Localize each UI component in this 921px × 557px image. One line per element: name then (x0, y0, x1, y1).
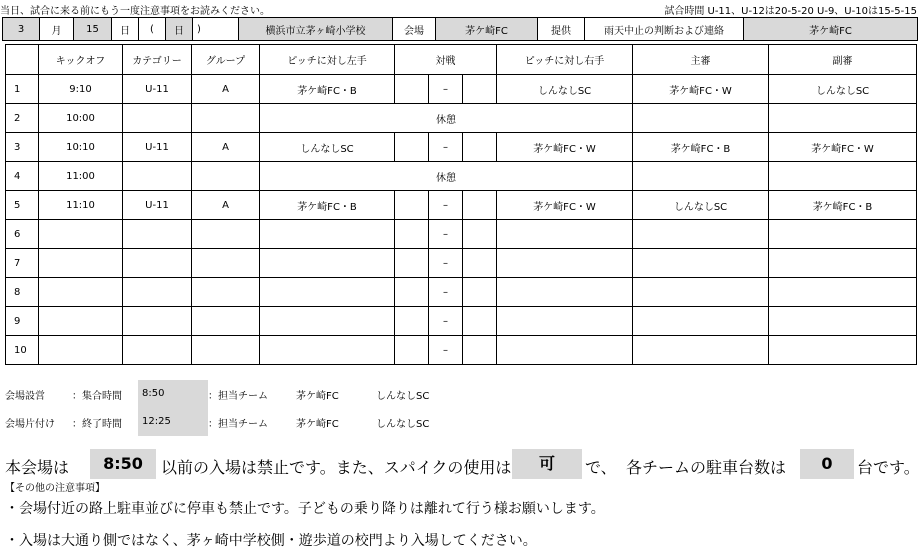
score-right-cell (463, 307, 497, 336)
right-team-cell: しんなしSC (497, 75, 633, 104)
notes-heading: 【その他の注意事項】 (5, 483, 105, 494)
month-label: 月 (40, 18, 74, 41)
row-number: 5 (6, 191, 39, 220)
paren-open: ( (139, 18, 166, 41)
left-team-cell: 茅ケ崎FC・B (260, 191, 395, 220)
table-row (6, 278, 917, 307)
teardown-time: 12:25 (138, 408, 208, 436)
score-right-cell (463, 278, 497, 307)
kickoff-cell: 11:10 (39, 191, 123, 220)
group-cell: A (192, 191, 260, 220)
left-team-cell (260, 336, 395, 365)
header-row (2, 17, 918, 41)
col-header-assistant: 副審 (769, 45, 917, 75)
venue-label: 会場 (393, 18, 436, 41)
score-left-cell (395, 249, 429, 278)
row-number: 3 (6, 133, 39, 162)
score-left-cell (395, 75, 429, 104)
row-number: 8 (6, 278, 39, 307)
note-item-1: ・会場付近の路上駐車並びに停車も禁止です。子どもの乗り降りは離れて行う様お願いします。 (5, 501, 605, 517)
score-left-cell (395, 307, 429, 336)
table-row (6, 104, 917, 133)
row-number: 6 (6, 220, 39, 249)
referee-cell (633, 278, 769, 307)
referee-cell (633, 307, 769, 336)
col-header-versus: 対戦 (395, 45, 497, 75)
row-number: 1 (6, 75, 39, 104)
table-row (6, 191, 917, 220)
category-cell (123, 336, 192, 365)
assistant-cell (769, 336, 917, 365)
break-cell: 休憩 (260, 104, 633, 133)
assistant-cell: 茅ケ崎FC・B (769, 191, 917, 220)
parking-count: 0 (800, 449, 854, 479)
category-cell: U-11 (123, 75, 192, 104)
score-right-cell (463, 249, 497, 278)
setup-time: 8:50 (138, 380, 208, 408)
kickoff-cell: 9:10 (39, 75, 123, 104)
assistant-cell (769, 307, 917, 336)
versus-cell: – (429, 191, 463, 220)
category-cell (123, 220, 192, 249)
group-cell (192, 278, 260, 307)
setup-time-label: ：集合時間 (72, 391, 122, 402)
setup-team-label: ：担当チーム (208, 391, 268, 402)
score-left-cell (395, 278, 429, 307)
group-cell (192, 307, 260, 336)
teardown-team-2: しんなしSC (376, 419, 430, 430)
score-right-cell (463, 75, 497, 104)
col-header-no (6, 45, 39, 75)
kickoff-cell: 10:00 (39, 104, 123, 133)
table-body (6, 75, 917, 365)
notice-top: 当日、試合に来る前にもう一度注意事項をお読みください。 (0, 6, 270, 17)
kickoff-cell (39, 220, 123, 249)
rules-text-4: 各チームの駐車台数は (626, 458, 787, 477)
right-team-cell: 茅ケ崎FC・W (497, 133, 633, 162)
setup-label: 会場設営 (5, 391, 45, 402)
category-cell: U-11 (123, 133, 192, 162)
entry-time: 8:50 (90, 449, 156, 479)
note-item-2: ・入場は大通り側ではなく、茅ヶ崎中学校側・遊歩道の校門より入場してください。 (5, 533, 537, 549)
left-team-cell (260, 249, 395, 278)
referee-cell (633, 249, 769, 278)
versus-cell: – (429, 336, 463, 365)
row-number: 9 (6, 307, 39, 336)
category-cell (123, 162, 192, 191)
table-row (6, 75, 917, 104)
group-cell (192, 336, 260, 365)
month-value: 3 (3, 18, 40, 41)
group-cell (192, 104, 260, 133)
table-row (6, 162, 917, 191)
left-team-cell: しんなしSC (260, 133, 395, 162)
row-number: 7 (6, 249, 39, 278)
versus-cell: – (429, 220, 463, 249)
col-header-left-team: ピッチに対し左手 (260, 45, 395, 75)
right-team-cell (497, 220, 633, 249)
assistant-cell (769, 249, 917, 278)
referee-cell (633, 104, 769, 133)
left-team-cell (260, 220, 395, 249)
rain-label: 雨天中止の判断および連絡 (585, 18, 744, 41)
score-right-cell (463, 220, 497, 249)
right-team-cell (497, 336, 633, 365)
table-row (6, 249, 917, 278)
teardown-label: 会場片付け (5, 419, 55, 430)
category-cell (123, 307, 192, 336)
category-cell: U-11 (123, 191, 192, 220)
group-cell: A (192, 133, 260, 162)
group-cell (192, 220, 260, 249)
col-header-category: カテゴリー (123, 45, 192, 75)
table-row (6, 220, 917, 249)
teardown-time-label: ：終了時間 (72, 419, 122, 430)
setup-team-2: しんなしSC (376, 391, 430, 402)
versus-cell: – (429, 307, 463, 336)
day-value: 15 (74, 18, 112, 41)
assistant-cell: 茅ケ崎FC・W (769, 133, 917, 162)
teardown-team-label: ：担当チーム (208, 419, 268, 430)
assistant-cell: しんなしSC (769, 75, 917, 104)
rules-text-3: で、 (585, 458, 617, 477)
kickoff-cell (39, 278, 123, 307)
versus-cell: – (429, 133, 463, 162)
score-left-cell (395, 191, 429, 220)
referee-cell: 茅ケ崎FC・B (633, 133, 769, 162)
weekday-value: 日 (166, 18, 193, 41)
row-number: 4 (6, 162, 39, 191)
table-row (6, 307, 917, 336)
left-team-cell: 茅ケ崎FC・B (260, 75, 395, 104)
venue-name: 横浜市立茅ヶ崎小学校 (239, 18, 393, 41)
row-number: 2 (6, 104, 39, 133)
referee-cell (633, 336, 769, 365)
referee-cell: 茅ケ崎FC・W (633, 75, 769, 104)
right-team-cell (497, 249, 633, 278)
versus-cell: – (429, 75, 463, 104)
score-left-cell (395, 133, 429, 162)
rain-contact: 茅ケ崎FC (744, 18, 918, 41)
category-cell (123, 249, 192, 278)
row-number: 10 (6, 336, 39, 365)
provider-label: 提供 (538, 18, 585, 41)
rules-text-1: 本会場は (5, 458, 70, 477)
score-right-cell (463, 133, 497, 162)
kickoff-cell: 10:10 (39, 133, 123, 162)
col-header-group: グループ (192, 45, 260, 75)
category-cell (123, 278, 192, 307)
kickoff-cell (39, 307, 123, 336)
group-cell (192, 162, 260, 191)
assistant-cell (769, 220, 917, 249)
col-header-referee: 主審 (633, 45, 769, 75)
score-left-cell (395, 220, 429, 249)
score-left-cell (395, 336, 429, 365)
category-cell (123, 104, 192, 133)
score-right-cell (463, 336, 497, 365)
setup-team-1: 茅ケ崎FC (296, 391, 339, 402)
col-header-right-team: ピッチに対し右手 (497, 45, 633, 75)
schedule-table (5, 44, 917, 365)
right-team-cell (497, 278, 633, 307)
provider-value: 茅ケ崎FC (436, 18, 538, 41)
rules-text-5: 台です。 (857, 458, 920, 477)
table-header-row (6, 45, 917, 75)
referee-cell: しんなしSC (633, 191, 769, 220)
right-team-cell: 茅ケ崎FC・W (497, 191, 633, 220)
left-team-cell (260, 307, 395, 336)
rules-text-2: 以前の入場は禁止です。また、スパイクの使用は (161, 458, 512, 477)
table-row (6, 133, 917, 162)
table-row (6, 336, 917, 365)
group-cell (192, 249, 260, 278)
score-right-cell (463, 191, 497, 220)
group-cell: A (192, 75, 260, 104)
day-label: 日 (112, 18, 139, 41)
left-team-cell (260, 278, 395, 307)
col-header-kickoff: キックオフ (39, 45, 123, 75)
break-cell: 休憩 (260, 162, 633, 191)
match-times: 試合時間 U-11、U-12は20-5-20 U-9、U-10は15-5-15 (664, 6, 917, 17)
paren-close: ) (193, 18, 239, 41)
right-team-cell (497, 307, 633, 336)
referee-cell (633, 220, 769, 249)
assistant-cell (769, 278, 917, 307)
referee-cell (633, 162, 769, 191)
kickoff-cell: 11:00 (39, 162, 123, 191)
kickoff-cell (39, 249, 123, 278)
spikes-allowed: 可 (512, 449, 582, 479)
teardown-team-1: 茅ケ崎FC (296, 419, 339, 430)
versus-cell: – (429, 278, 463, 307)
kickoff-cell (39, 336, 123, 365)
assistant-cell (769, 104, 917, 133)
assistant-cell (769, 162, 917, 191)
versus-cell: – (429, 249, 463, 278)
